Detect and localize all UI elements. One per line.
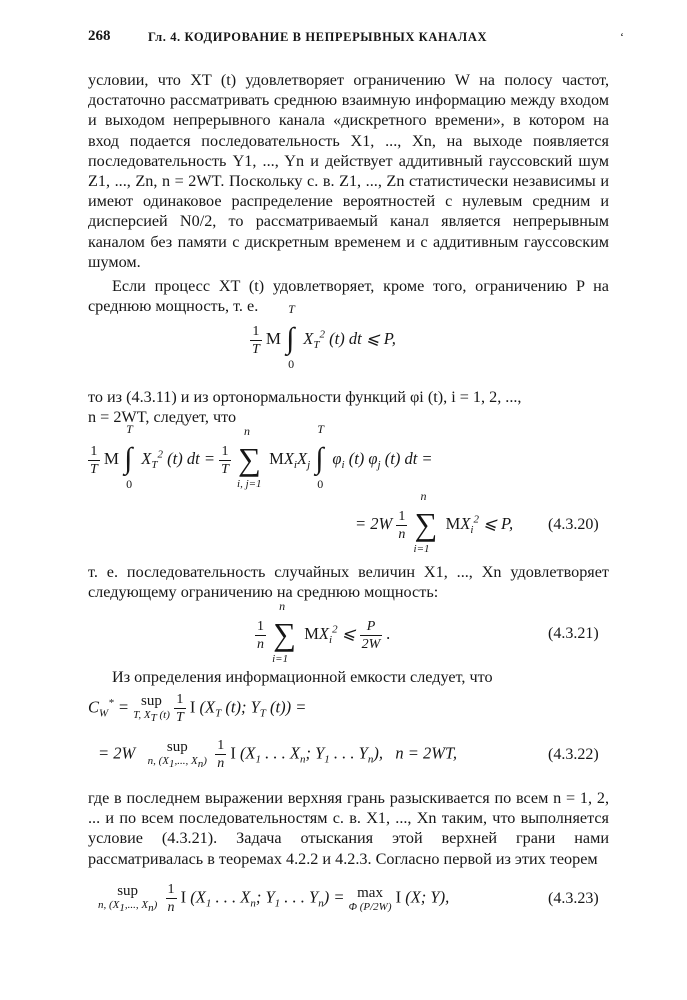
sum-sign: n ∑ i=1 xyxy=(272,599,296,665)
equation-capacity-sup: $C_W^*$ = sup T, $X_T$ (t) $\frac{1}{T}$ I ($X_T$ (t); $Y_T$ (t)) = xyxy=(88,692,307,725)
paragraph-2: Если процесс XT (t) удовлетворяет, кроме того, ограничению P на среднюю мощность, т. е. xyxy=(88,277,609,316)
equation-number-23: (4.3.23) xyxy=(548,890,599,907)
running-title: Гл. 4. КОДИРОВАНИЕ В НЕПРЕРЫВНЫХ КАНАЛАХ xyxy=(148,30,488,44)
equation-number-20: (4.3.20) xyxy=(548,516,599,533)
equation-power-bound: = 2W $\frac{1}{n}$ n ∑ i=1 $MX_i^2$ ⩽ P, xyxy=(355,489,514,555)
paragraph-5: Из определения информационной емкости следует, что xyxy=(112,668,493,686)
equation-power-expansion: $\frac{1}{T}$ M T ∫ 0 $X_T^2$ (t) dt = $\frac{1}{T}$ n ∑ i, j=1 $MX_iX_j$ T ∫ 0 $\varphi_i$ (t) $\varphi_j$ (t) dt = xyxy=(90,422,433,491)
corner-mark: ‘ xyxy=(620,30,624,44)
fraction: $\frac{1}{T}$ xyxy=(176,692,184,725)
fraction: $\frac{1}{T}$ xyxy=(90,443,98,477)
fraction: $\frac{1}{n}$ xyxy=(257,618,264,652)
max-operator: max Φ (P/2W) xyxy=(348,884,392,913)
fraction: $\frac{1}{n}$ xyxy=(167,882,175,915)
integral-sign: T ∫ 0 xyxy=(286,302,295,371)
equation-mean-power: $\frac{1}{T}$ M T ∫ 0 $X_T^2$ (t) dt ⩽ P, xyxy=(252,302,396,371)
sup-operator: sup n, ($X_1$,..., $X_n$) xyxy=(98,882,158,915)
paragraph-3a: то из (4.3.11) и из ортонормальности функций φi (t), i = 1, 2, ..., xyxy=(88,388,522,406)
paragraph-4: т. е. последовательность случайных величин X1, ..., Xn удовлетворяет следующему ограничению на среднюю мощность: xyxy=(88,563,609,602)
page-number: 268 xyxy=(88,28,111,44)
paragraph-6: где в последнем выражении верхняя грань разыскивается по всем n = 1, 2, ... и по всем последовательностям с. в. X1, ..., Xn таким, что выполняется условие (4.3.21). Задача отыскания этой верхней грани нами рассматривалась в теоремах 4.2.2 и 4.2.3. Согласно первой из этих теорем xyxy=(88,789,609,868)
sup-operator: sup T, $X_T$ (t) xyxy=(133,692,170,725)
paragraph-3b: n = 2WT, следует, что xyxy=(88,408,237,426)
running-header xyxy=(88,28,628,50)
sup-operator: sup n, ($X_1$,..., $X_n$) xyxy=(147,738,207,771)
sum-sign: n ∑ i, j=1 xyxy=(237,424,262,490)
fraction: $\frac{1}{T}$ xyxy=(252,323,260,357)
fraction: $\frac{1}{T}$ xyxy=(221,443,229,477)
equation-constraint: $\frac{1}{n}$ n ∑ i=1 $MX_i^2$ ⩽ $\frac{P}{2W}$ . xyxy=(257,599,391,665)
equation-number-22: (4.3.22) xyxy=(548,746,599,763)
paragraph-1: условии, что XT (t) удовлетворяет ограничению W на полосу частот, достаточно рассматривать среднюю взаимную информацию между входом и выходом непрерывного канала «дискретного времени», в котором на вход подается последовательность X1, ..., Xn, на выходе появляется последовательность Y1, ..., Yn и действует аддитивный гауссовский шум Z1, ..., Zn, n = 2WT. Поскольку с. в. Z1, ..., Zn статистически независимы и имеют одинаковое распределение вероятностей с нулевым средним и дисперсией N0/2, то рассматриваемый канал является непрерывным каналом без памяти с дискретным временем и с аддитивным гауссовским шумом. xyxy=(88,71,609,271)
equation-number-21: (4.3.21) xyxy=(548,625,599,642)
fraction: $\frac{P}{2W}$ xyxy=(361,618,381,652)
integral-sign: T ∫ 0 xyxy=(315,422,324,491)
equation-capacity-discrete: = 2W sup n, ($X_1$,..., $X_n$) $\frac{1}{n}$ I ($X_1$ . . . $X_n$; $Y_1$ . . . $Y_n$), n = 2WT, xyxy=(98,738,458,771)
fraction: $\frac{1}{n}$ xyxy=(398,508,406,542)
sum-sign: n ∑ i=1 xyxy=(413,489,438,555)
equation-theorem: sup n, ($X_1$,..., $X_n$) $\frac{1}{n}$ I ($X_1$ . . . $X_n$; $Y_1$ . . . $Y_n$) = max Φ (P/2W) I (X; Y), xyxy=(98,882,450,915)
integral-sign: T ∫ 0 xyxy=(124,422,133,491)
fraction: $\frac{1}{n}$ xyxy=(217,738,225,771)
